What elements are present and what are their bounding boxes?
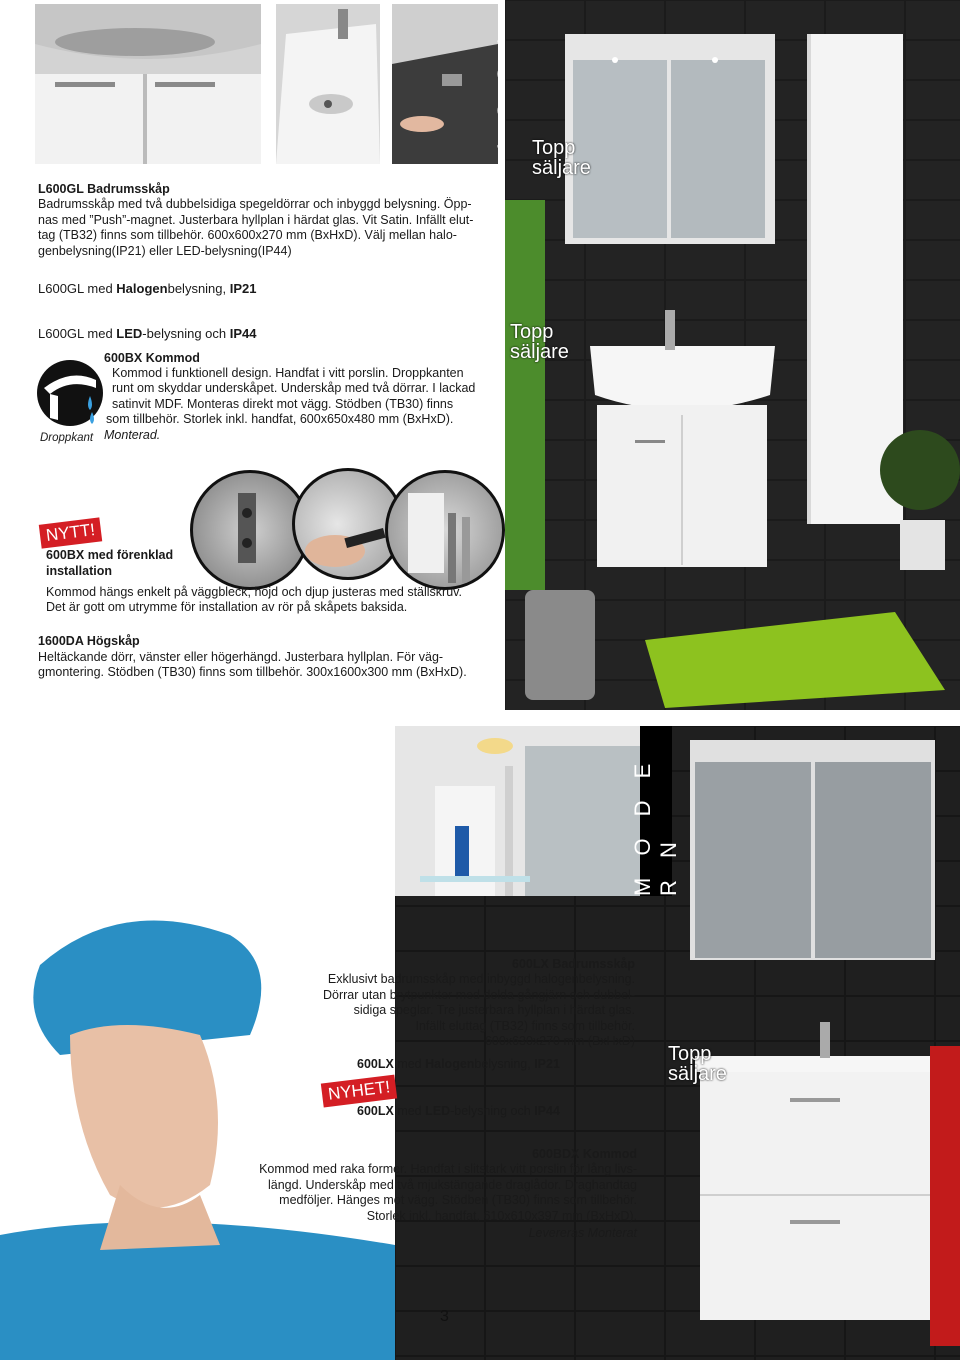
l600gl-halogen-variant — [38, 281, 257, 297]
topp-saljare-badge-modern — [668, 1044, 727, 1084]
lx-led-variant — [357, 1104, 560, 1120]
droppkant-label: Droppkant — [40, 432, 94, 444]
lx-line: Dörrar utan brytpunkter med dolda gångjärn och dubbel- — [323, 987, 635, 1002]
variant-bold: LED — [116, 326, 143, 341]
variant-text: L600GL med — [38, 281, 117, 296]
da-title: 1600DA Högskåp — [38, 634, 140, 648]
variant-text: med — [393, 1057, 426, 1071]
thumb-cabinet-bottom-photo — [35, 4, 261, 164]
da-line: Heltäckande dörr, vänster eller högerhängd. Justerbara hyllplan. För väg- — [38, 650, 444, 664]
nytt-badge: NYTT! — [39, 517, 103, 548]
bdx-description — [200, 1162, 637, 1224]
nytt-title-line2: installation — [46, 564, 112, 578]
variant-bold: Halogen — [116, 281, 168, 296]
lx-halogen-variant — [357, 1057, 560, 1073]
saljare-word: säljare — [668, 1063, 727, 1085]
bx-title: 600BX Kommod — [104, 351, 200, 365]
thumb-push-door-photo — [392, 4, 498, 164]
topp-saljare-badge-1 — [532, 138, 591, 178]
nytt-line: Kommod hängs enkelt på väggbleck, höjd och djup justeras med ställskruv. — [46, 585, 462, 599]
classic-bathroom-photo — [505, 0, 960, 710]
page-number: 3 — [440, 1308, 449, 1325]
lx-line: Infällt eluttag (TB32) finns som tillbehör. — [415, 1018, 635, 1033]
l600gl-line: Badrumsskåp med två dubbelsidiga spegeldörrar och inbyggd belysning. Öpp- — [38, 197, 472, 211]
variant-bold: LED — [425, 1104, 451, 1118]
bx-line: runt om skyddar underskåpet. Underskåp med två dörrar. I lackad — [112, 381, 476, 395]
modern-band-label: M O D E R N — [630, 755, 681, 896]
lx-description — [250, 972, 635, 1050]
nyhet-badge: NYHET! — [321, 1075, 398, 1108]
droppkant-icon — [36, 358, 104, 428]
bx-line: satinvit MDF. Monteras direkt mot vägg. Stödben (TB30) finns — [112, 397, 454, 411]
bdx-line: Storlek inkl. handfat, 610x610x397 mm (BxHxD). — [366, 1208, 637, 1223]
variant-text: -belysning och — [142, 326, 230, 341]
variant-bold: IP21 — [229, 281, 257, 296]
variant-bold: IP21 — [534, 1057, 560, 1071]
variant-text: belysning, — [167, 281, 230, 296]
modern-cabinet-inside-photo — [395, 726, 640, 896]
bdx-title: 600BDX Kommod — [532, 1147, 637, 1161]
l600gl-line: tag (TB32) finns som tillbehör. 600x600x270 mm (BxHxD). Välj mellan halo- — [38, 228, 457, 242]
topp-word: Topp — [532, 137, 576, 159]
l600gl-description — [38, 197, 508, 259]
bx-line: som tillbehör. Storlek inkl. handfat, 600x650x480 mm (BxHxD). — [106, 412, 454, 426]
variant-text: med — [393, 1104, 426, 1118]
l600gl-line: nas med ”Push”-magnet. Justerbara hyllplan i härdat glas. Vit Satin. Infällt elut- — [38, 212, 474, 227]
saljare-word: säljare — [510, 341, 569, 363]
topp-word: Topp — [510, 321, 554, 343]
variant-bold: 600LX — [357, 1057, 394, 1071]
pipe-space-circle-photo — [385, 470, 505, 590]
variant-text: -belysning och — [450, 1104, 535, 1118]
variant-bold: 600LX — [357, 1104, 394, 1118]
l600gl-led-variant — [38, 326, 257, 342]
topp-saljare-badge-2 — [510, 322, 569, 362]
saljare-word: säljare — [532, 157, 591, 179]
thumb-sink-photo — [276, 4, 380, 164]
variant-bold: IP44 — [229, 326, 257, 341]
lx-line: sidiga speglar. Tre justerbara hyllplan i härdat glas. — [353, 1003, 635, 1017]
lx-title: 600LX Badrumsskåp — [512, 957, 635, 971]
l600gl-title: L600GL Badrumsskåp — [38, 182, 170, 196]
da-line: gmontering. Stödben (TB30) finns som tillbehör. 300x1600x300 mm (BxHxD). — [38, 665, 467, 679]
bdx-line: medföljer. Hänges mot vägg. Stödben (TB30) finns som tillbehör. — [279, 1193, 637, 1207]
lx-line: 600x630x270 mm (BxHxD) — [484, 1034, 635, 1048]
bdx-line: Kommod med raka former. Handfat i slitstark vitt porslin för lång livs- — [259, 1162, 637, 1176]
nytt-line: Det är gott om utrymme för installation av rör på skåpets baksida. — [46, 600, 408, 614]
nytt-title-line1: 600BX med förenklad — [46, 548, 174, 562]
bx-line: Kommod i funktionell design. Handfat i vitt porslin. Droppkanten — [112, 366, 464, 380]
variant-bold: Halogen — [425, 1057, 475, 1071]
variant-text: L600GL med — [38, 326, 117, 341]
variant-text: belysning, — [474, 1057, 535, 1071]
topp-word: Topp — [668, 1043, 712, 1065]
lx-line: Exklusivt badrumsskåp med inbyggd halogenbelysning. — [327, 972, 635, 986]
l600gl-line: genbelysning(IP21) eller LED-belysning(IP44) — [38, 243, 292, 258]
bdx-line: längd. Underskåp med två mjukstängande draglådor. Draghandtag — [268, 1177, 637, 1192]
variant-bold: IP44 — [534, 1104, 560, 1118]
bx-line: Monterad. — [104, 428, 161, 442]
modern-band — [630, 726, 681, 896]
bdx-delivery: Levereras Monterat — [528, 1226, 637, 1240]
